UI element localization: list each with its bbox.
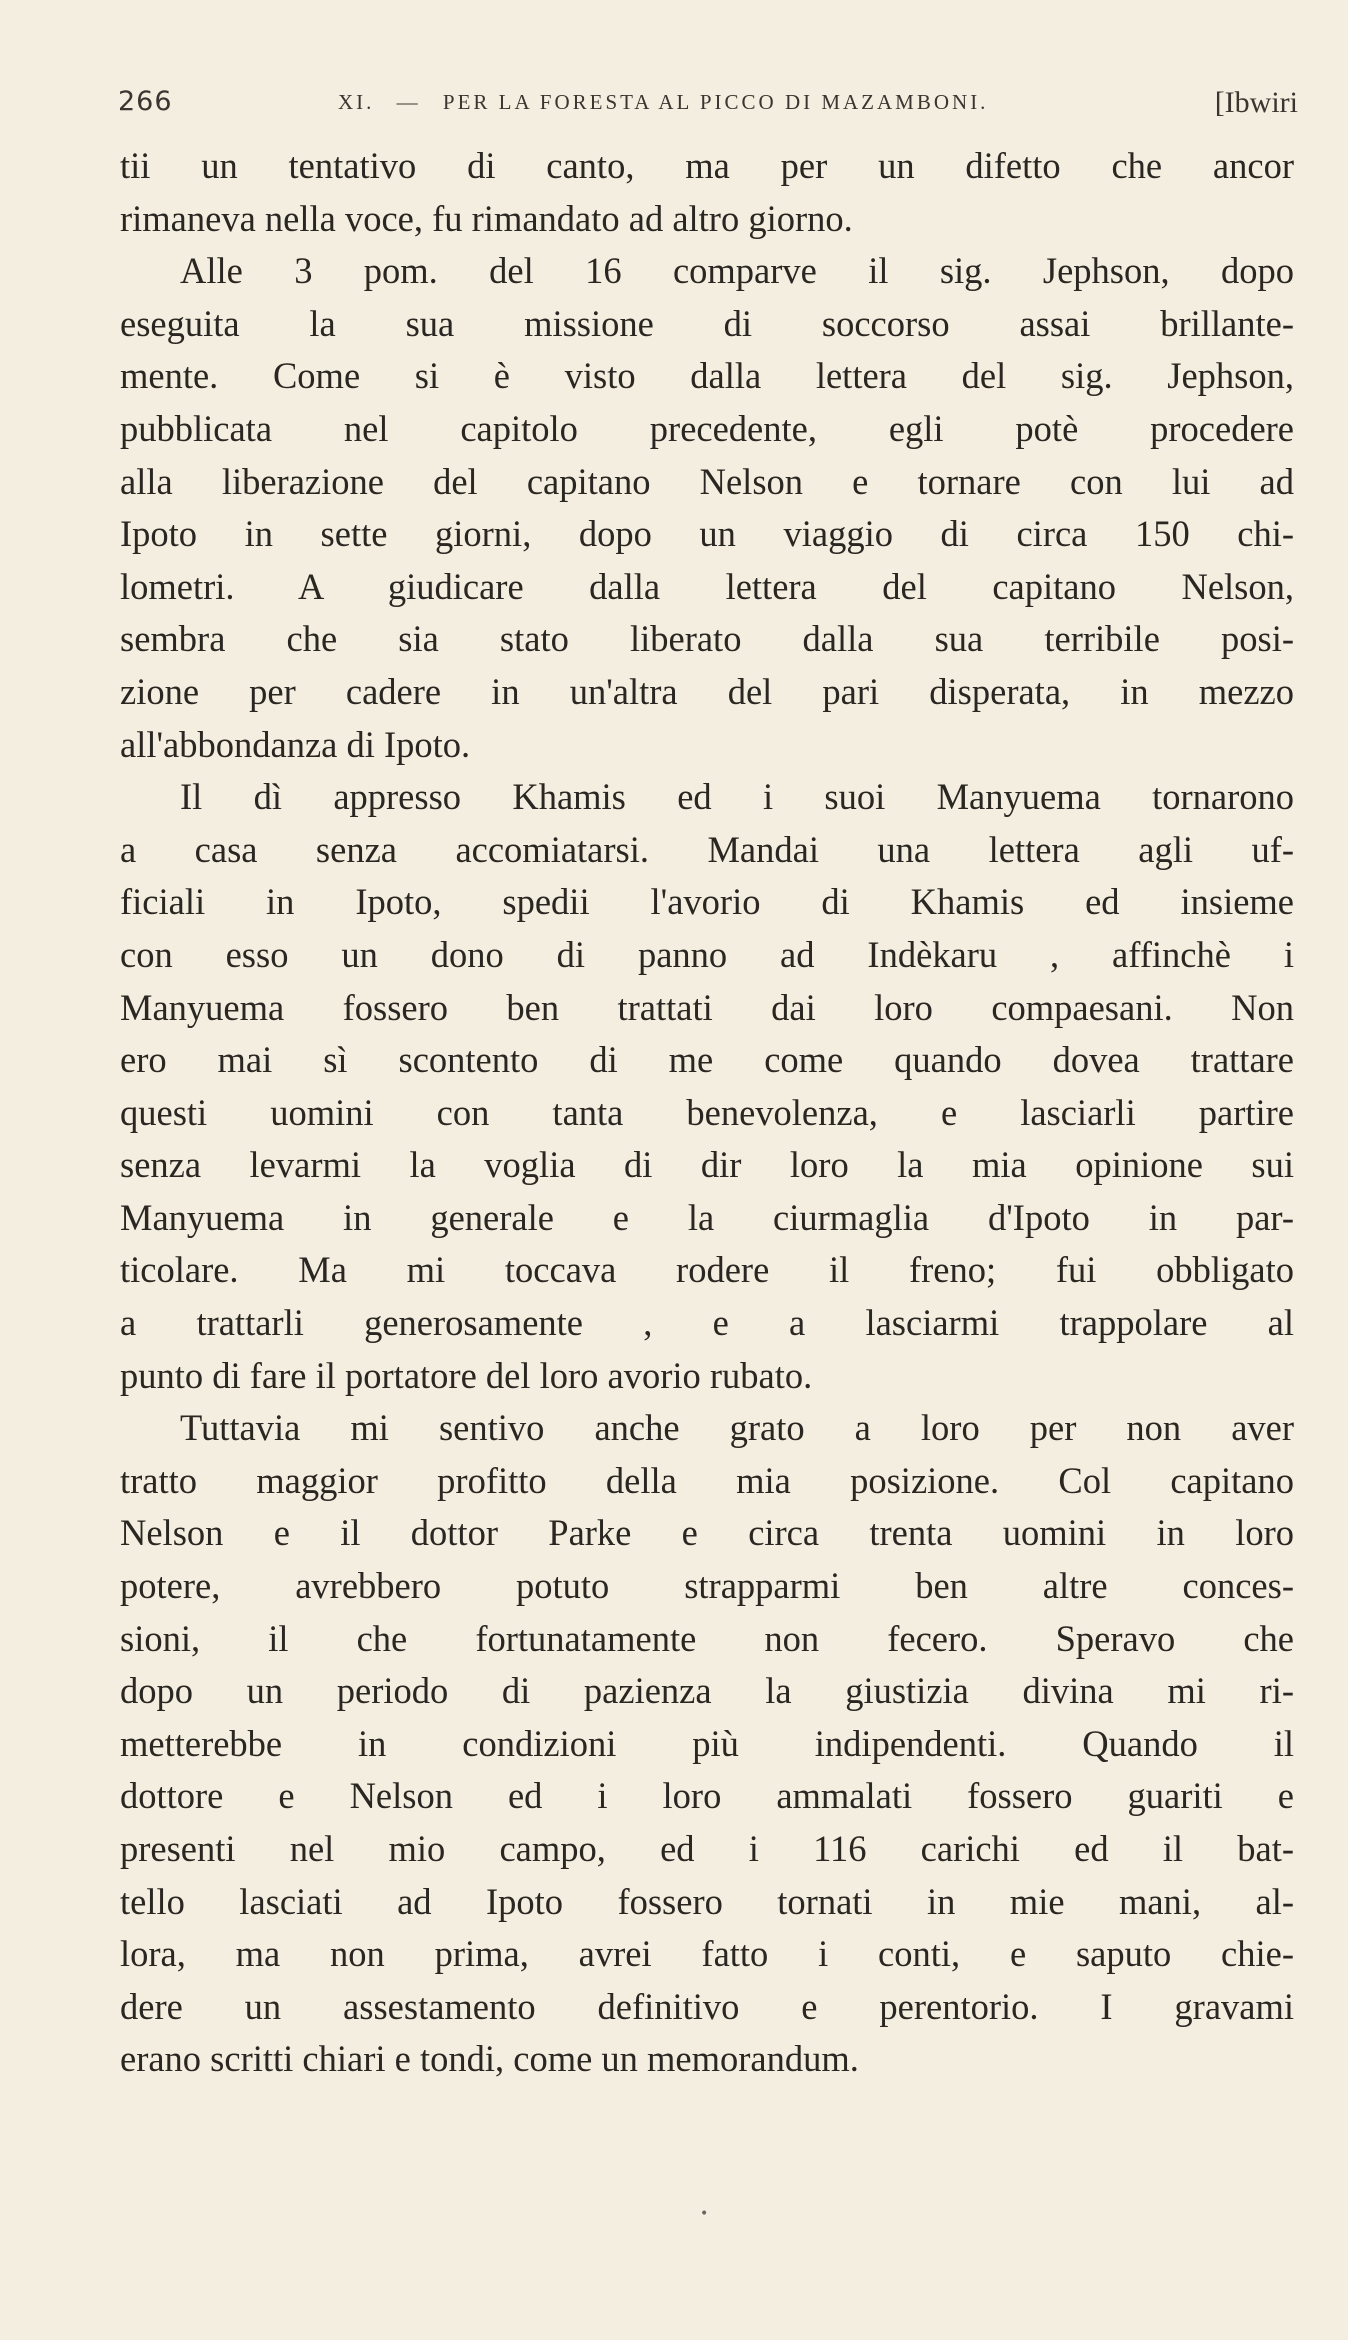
text-line: Il dì appresso Khamis ed i suoi Manyuema tornarono <box>180 776 1294 818</box>
text-line: presenti nel mio campo, ed i 116 carichi ed il bat- <box>120 1828 1294 1869</box>
text-line: punto di fare il portatore del loro avorio rubato. <box>120 1354 813 1396</box>
page-number: 266 <box>118 86 173 117</box>
text-line: Ipoto in sette giorni, dopo un viaggio di circa 150 chi- <box>120 513 1294 555</box>
text-line: Tuttavia mi sentivo anche grato a loro per non aver <box>180 1407 1294 1449</box>
text-line: a trattarli generosamente , e a lasciarmi trappolare al <box>120 1302 1294 1344</box>
printing-speck: • <box>700 2206 709 2222</box>
text-line: Manyuema fossero ben trattati dai loro compaesani. Non <box>120 986 1294 1028</box>
body-text <box>120 140 1294 2086</box>
text-line: erano scritti chiari e tondi, come un memorandum. <box>120 2038 859 2080</box>
text-line: dopo un periodo di pazienza la giustizia divina mi ri- <box>120 1670 1294 1712</box>
text-line: alla liberazione del capitano Nelson e tornare con lui ad <box>120 460 1294 502</box>
text-line: questi uomini con tanta benevolenza, e lasciarli partire <box>120 1091 1294 1133</box>
text-line: dottore e Nelson ed i loro ammalati fossero guariti e <box>120 1775 1294 1817</box>
catchword: [Ibwiri <box>1214 86 1298 119</box>
text-line: a casa senza accomiatarsi. Mandai una lettera agli uf- <box>120 828 1294 870</box>
chapter-number: XI. <box>338 90 375 114</box>
text-line: potere, avrebbero potuto strapparmi ben altre conces- <box>120 1565 1294 1607</box>
text-line: sioni, il che fortunatamente non fecero. Speravo che <box>120 1617 1294 1659</box>
text-line: Manyuema in generale e la ciurmaglia d'Ipoto in par- <box>120 1196 1294 1238</box>
title-dash: — <box>396 90 421 114</box>
text-line: lometri. A giudicare dalla lettera del capitano Nelson, <box>120 565 1294 607</box>
text-line: tratto maggior profitto della mia posizione. Col capitano <box>120 1459 1294 1501</box>
text-line: all'abbondanza di Ipoto. <box>120 723 471 765</box>
running-header <box>118 86 1298 126</box>
text-line: rimaneva nella voce, fu rimandato ad altro giorno. <box>120 197 853 239</box>
text-line: eseguita la sua missione di soccorso assai brillante- <box>120 302 1294 344</box>
text-line: ero mai sì scontento di me come quando dovea trattare <box>120 1039 1294 1081</box>
text-line: pubblicata nel capitolo precedente, egli potè procedere <box>120 407 1294 449</box>
chapter-title: PER LA FORESTA AL PICCO DI MAZAMBONI. <box>442 90 989 114</box>
text-line: Nelson e il dottor Parke e circa trenta uomini in loro <box>120 1512 1294 1554</box>
text-line: ticolare. Ma mi toccava rodere il freno; fui obbligato <box>120 1249 1294 1291</box>
text-line: senza levarmi la voglia di dir loro la mia opinione sui <box>120 1144 1294 1186</box>
running-title-group <box>338 90 1002 115</box>
text-line: Alle 3 pom. del 16 comparve il sig. Jephson, dopo <box>180 250 1294 292</box>
text-line: ficiali in Ipoto, spedii l'avorio di Khamis ed insieme <box>120 881 1294 923</box>
text-line: sembra che sia stato liberato dalla sua terribile posi- <box>120 618 1294 660</box>
text-line: con esso un dono di panno ad Indèkaru , affinchè i <box>120 933 1294 975</box>
text-line: mente. Come si è visto dalla lettera del sig. Jephson, <box>120 355 1294 397</box>
text-line: tii un tentativo di canto, ma per un difetto che ancor <box>120 145 1294 186</box>
text-line: metterebbe in condizioni più indipendenti. Quando il <box>120 1722 1294 1764</box>
text-line: lora, ma non prima, avrei fatto i conti, e saputo chie- <box>120 1933 1294 1975</box>
text-line: dere un assestamento definitivo e perentorio. I gravami <box>120 1985 1294 2027</box>
text-line: zione per cadere in un'altra del pari disperata, in mezzo <box>120 670 1294 712</box>
text-line: tello lasciati ad Ipoto fossero tornati in mie mani, al- <box>120 1880 1294 1922</box>
